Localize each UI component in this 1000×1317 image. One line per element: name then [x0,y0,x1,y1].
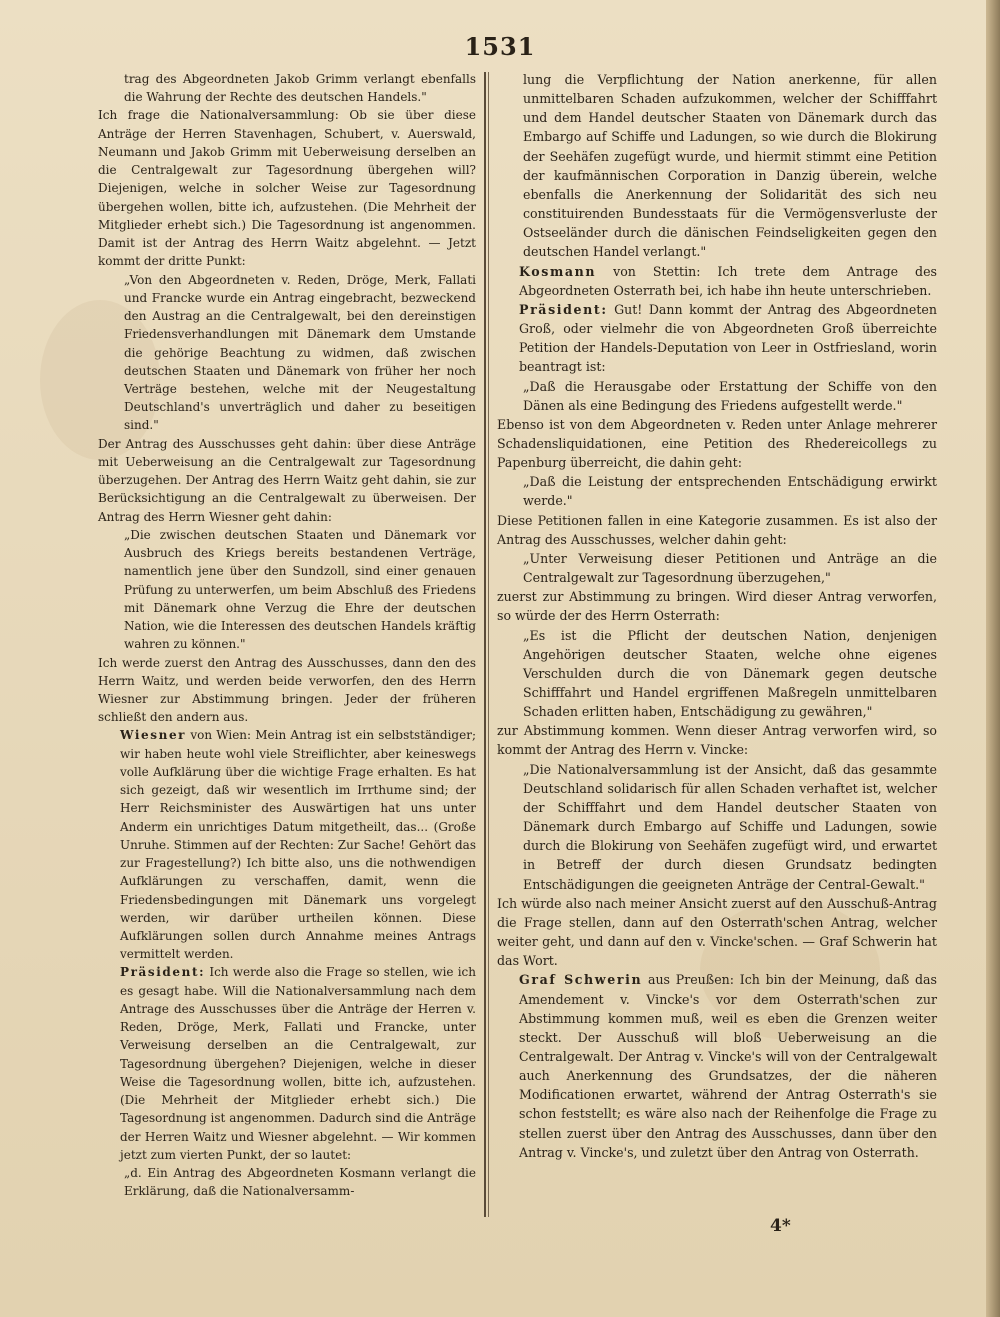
speaker-name: Graf Schwerin [519,972,643,988]
quoted-motion [497,549,937,587]
quote-text: lung die Verpflichtung der Nation anerkenne, für allen unmittelbaren Schaden aufzukommen, welcher der Schifffahrt und dem Handel deutscher Staaten von Dänemark durch das Embargo auf Schiffe und Ladungen, so wie durch die Blokirung der Seehäfen zugefügt wurde, und hiermit stimmt eine Petition der kaufmännischen Corporation in Danzig überein, welche ebenfalls die Anerkennung der Solidarität des sich neu constituirenden Bundesstaats für die Vermögensverluste der Ostseeländer durch die dänischen Feindseligkeiten gegen den deutschen Handel verlangt." [523,72,937,260]
paragraph-text: zuerst zur Abstimmung zu bringen. Wird dieser Antrag verworfen, so würde der des Herrn Osterrath: [497,589,937,624]
speech-text: Gut! Dann kommt der Antrag des Abgeordneten Groß, oder vielmehr die von Abgeordneten Groß überreichte Petition der Handels-Deputation von Leer in Ostfriesland, worin beantragt ist: [519,301,937,375]
speech-text: Ich werde also die Frage so stellen, wie ich es gesagt habe. Will die Nationalversammlung nach dem Antrage des Ausschusses über die Anträge der Herren v. Reden, Dröge, Merk, Fallati und Francke, unter Verweisung derselben an die Centralgewalt, zur Tagesordnung übergehen? Diejenigen, welche in dieser Weise die Tagesordnung wollen, bitte ich, aufzustehen. (Die Mehrheit der Mitglieder erhebt sich.) Die Tagesordnung ist angenommen. Dadurch sind die Anträge der Herren Waitz und Wiesner abgelehnt. — Wir kommen jetzt zum vierten Punkt, der so lautet: [120,965,476,1162]
body-paragraph [98,435,476,526]
page-number: 1531 [464,32,536,61]
body-paragraph [497,587,937,625]
quoted-motion [497,760,937,894]
body-paragraph [497,415,937,472]
paragraph-text: Ebenso ist von dem Abgeordneten v. Reden unter Anlage mehrerer Schadensliquidationen, eine Petition des Rhedereicollegs zu Papenburg überreicht, die dahin geht: [497,416,937,471]
quote-text: „Daß die Leistung der entsprechenden Entschädigung erwirkt werde." [523,474,937,509]
quoted-motion [98,526,476,654]
page-edge [986,0,1000,1317]
speaker-paragraph [98,963,476,1164]
signature-mark: 4* [770,1216,791,1236]
paragraph-text: Diese Petitionen fallen in eine Kategorie zusammen. Es ist also der Antrag des Ausschusses, welcher dahin geht: [497,512,937,547]
quote-text: „Es ist die Pflicht der deutschen Nation, denjenigen Angehörigen deutscher Staaten, welche ohne eigenes Verschulden durch die von Dänemark gegen deutsche Schifffahrt und Handel ergriffenen Maßregeln unmittelbaren Schaden erlitten haben, Entschädigung zu gewähren," [523,627,937,720]
quoted-motion [98,1164,476,1200]
paragraph-text: Ich würde also nach meiner Ansicht zuerst auf den Ausschuß-Antrag die Frage stellen, dann auf den Osterrath'schen Antrag, welcher weiter geht, und dann auf den v. Vincke'schen. — Graf Schwerin hat das Wort. [497,895,937,969]
speaker-name: Kosmann [519,263,597,279]
quote-text: „Unter Verweisung dieser Petitionen und Anträge an die Centralgewalt zur Tagesordnung überzugehen," [523,550,937,586]
column-divider [484,72,486,1217]
quote-text: „Daß die Herausgabe oder Erstattung der Schiffe von den Dänen als eine Bedingung des Friedens aufgestellt werde." [523,378,937,413]
speaker-paragraph [98,726,476,963]
paragraph-text: zur Abstimmung kommen. Wenn dieser Antrag verworfen wird, so kommt der Antrag des Herrn v. Vincke: [497,723,937,758]
speech-text: von Stettin: Ich trete dem Antrage des Abgeordneten Osterrath bei, ich habe ihn heute unterschrieben. [519,263,937,298]
quoted-motion [497,626,937,722]
quote-text: „Die zwischen deutschen Staaten und Dänemark vor Ausbruch des Kriegs bereits bestandenen Verträge, namentlich jene über den Sundzoll, sind einer genauen Prüfung zu unterwerfen, um beim Abschluß des Friedens mit Dänemark ohne Verzug die Ehre der deutschen Nation, wie die Interessen des deutschen Handels kräftig wahren zu können." [124,527,476,652]
speaker-name: Präsident: [120,965,206,980]
quoted-motion [497,70,937,262]
speech-text: von Wien: Mein Antrag ist ein selbstständiger; wir haben heute wohl viele Streiflichter, aber keineswegs volle Aufklärung über die wichtige Frage erhalten. Es hat sich gezeigt, daß wir wesentlich im Irrthume sind; der Herr Reichsminister des Auswärtigen hat uns unter Anderm ein unrichtiges Datum mitgetheilt, das... (Große Unruhe. Stimmen auf der Rechten: Zur Sache! Gehört das zur Fragestellung?) Ich bitte also, uns die nothwendigen Aufklärungen zu verschaffen, damit, wenn die Friedensbedingungen mit Dänemark uns vorgelegt werden, wir darüber urtheilen können. Diese Aufklärungen sollen durch Annahme meines Antrags vermittelt werden. [120,728,476,962]
speaker-paragraph [497,970,937,1162]
quote-text: trag des Abgeordneten Jakob Grimm verlangt ebenfalls die Wahrung der Rechte des deutschen Handels." [124,72,476,105]
body-paragraph [497,721,937,759]
body-paragraph [98,654,476,727]
speech-text: aus Preußen: Ich bin der Meinung, daß das Amendement v. Vincke's vor dem Osterrath'schen zur Abstimmung kommen muß, weil es eben die Grenzen weiter steckt. Der Ausschuß will bloß Ueberweisung an die Centralgewalt. Der Antrag v. Vincke's will von der Centralgewalt auch Anerkennung des Grundsatzes, der die näheren Modificationen erwartet, während der Antrag Osterrath's sie schon feststellt; es wäre also nach der Reihenfolge die Frage zu stellen zuerst über den Antrag des Ausschusses, dann über den Antrag v. Vincke's, und zuletzt über den Antrag von Osterrath. [519,972,937,1160]
body-paragraph [98,106,476,270]
paragraph-text: Ich werde zuerst den Antrag des Ausschusses, dann den des Herrn Waitz, und werden beide verworfen, den des Herrn Wiesner zur Abstimmung bringen. Jeder der früheren schließt den andern aus. [98,655,476,725]
speaker-name: Präsident: [519,301,608,317]
right-column [497,70,937,1162]
quote-text: „Von den Abgeordneten v. Reden, Dröge, Merk, Fallati und Francke wurde ein Antrag eingebracht, bezweckend den Austrag an die Centralgewalt, bei den dereinstigen Friedensverhandlungen mit Dänemark dem Umstande die gehörige Beachtung zu widmen, daß zwischen deutschen Staaten und Dänemark von früher her noch Verträge bestehen, welche mit der Neugestaltung Deutschland's unverträglich und daher zu beseitigen sind." [124,272,476,433]
body-paragraph [497,511,937,549]
column-divider [488,72,489,1217]
quoted-motion [497,377,937,415]
paragraph-text: Der Antrag des Ausschusses geht dahin: über diese Anträge mit Ueberweisung an die Centralgewalt zur Tagesordnung überzugehen. Der Antrag des Herrn Waitz geht dahin, sie zur Berücksichtigung an die Centralgewalt zu überweisen. Der Antrag des Herrn Wiesner geht dahin: [98,436,476,524]
quote-text: „d. Ein Antrag des Abgeordneten Kosmann verlangt die Erklärung, daß die Nationalversamm- [124,1166,476,1199]
speaker-paragraph [497,262,937,300]
speaker-paragraph [497,300,937,377]
speaker-name: Wiesner [120,728,187,743]
left-column [98,70,476,1201]
quoted-motion [98,70,476,106]
quoted-motion [98,271,476,435]
quoted-motion [497,472,937,510]
paragraph-text: Ich frage die Nationalversammlung: Ob sie über diese Anträge der Herren Stavenhagen, Schubert, v. Auerswald, Neumann und Jakob Grimm mit Ueberweisung derselben an die Centralgewalt zur Tagesordnung übergehen will? Diejenigen, welche in solcher Weise zur Tagesordnung übergehen wollen, bitte ich, aufzustehen. (Die Mehrheit der Mitglieder erhebt sich.) Die Tagesordnung ist angenommen. Damit ist der Antrag des Herrn Waitz abgelehnt. — Jetzt kommt der dritte Punkt: [98,108,476,269]
body-paragraph [497,894,937,971]
quote-text: „Die Nationalversammlung ist der Ansicht, daß das gesammte Deutschland solidarisch für allen Schaden verhaftet ist, welcher der Schifffahrt und dem Handel deutscher Staaten von Dänemark durch Embargo auf Schiffe und Ladungen, sowie durch die Blokirung von Seehäfen zugefügt wird, und erwartet in Betreff der durch diesen Grundsatz bedingten Entschädigungen die geeigneten Anträge der Central-Gewalt." [523,761,937,892]
